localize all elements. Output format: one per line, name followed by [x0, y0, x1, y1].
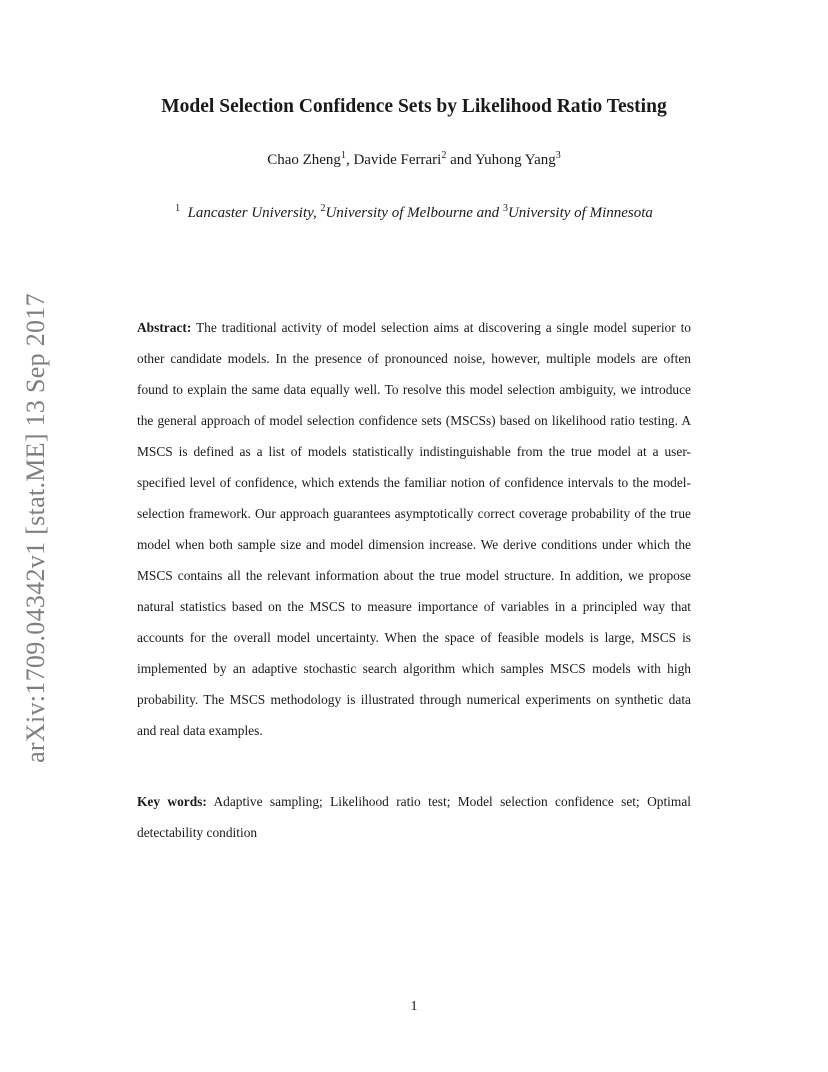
keywords-text: Adaptive sampling; Likelihood ratio test; Model selection confidence set; Optimal detectability condition [137, 794, 691, 840]
abstract-label: Abstract: [137, 320, 192, 335]
author-affiliation-mark: 1 [340, 150, 346, 161]
abstract-text: The traditional activity of model selection aims at discovering a single model superior to other candidate models. In the presence of pronounced noise, however, multiple models are often found to explain the same data equally well. To resolve this model selection ambiguity, we introduce the general approach of model selection confidence sets (MSCSs) based on likelihood ratio testing. A MSCS is defined as a list of models statistically indistinguishable from the true model at a user-specified level of confidence, which extends the familiar notion of confidence intervals to the model-selection framework. Our approach guarantees asymptotically correct coverage probability of the true model when both sample size and model dimension increase. We derive conditions under which the MSCS contains all the relevant information about the true model structure. In addition, we propose natural statistics based on the MSCS to measure importance of variables in a principled way that accounts for the overall model uncertainty. When the space of feasible models is large, MSCS is implemented by an adaptive stochastic search algorithm which samples MSCS models with high probability. The MSCS methodology is illustrated through numerical experiments on synthetic data and real data examples. [137, 320, 692, 738]
affiliation-name: University of Melbourne and [325, 205, 500, 221]
arxiv-identifier-stamp: arXiv:1709.04342v1 [stat.ME] 13 Sep 2017 [21, 293, 50, 763]
author-affiliation-mark: 2 [441, 150, 447, 161]
author-list [0, 152, 828, 169]
affiliation-mark: 2 [320, 203, 326, 214]
page-number: 1 [410, 999, 418, 1014]
affiliation-name: University of Minnesota [507, 205, 653, 221]
keywords-paragraph [137, 786, 691, 848]
paper-title: Model Selection Confidence Sets by Likelihood Ratio Testing [161, 96, 667, 117]
author-name: Davide Ferrari [353, 152, 442, 168]
author-separator: and [446, 152, 475, 168]
author-name: Yuhong Yang [474, 152, 556, 168]
keywords-label: Key words: [137, 794, 207, 809]
author-name: Chao Zheng [267, 152, 341, 168]
affiliation-mark: 1 [175, 203, 181, 214]
abstract-paragraph [137, 312, 691, 746]
author-affiliation-mark: 3 [555, 150, 561, 161]
author-separator: , [345, 152, 354, 168]
affiliation-name: Lancaster University, [187, 205, 317, 221]
affiliation-list [0, 205, 828, 222]
affiliation-mark: 3 [502, 203, 508, 214]
